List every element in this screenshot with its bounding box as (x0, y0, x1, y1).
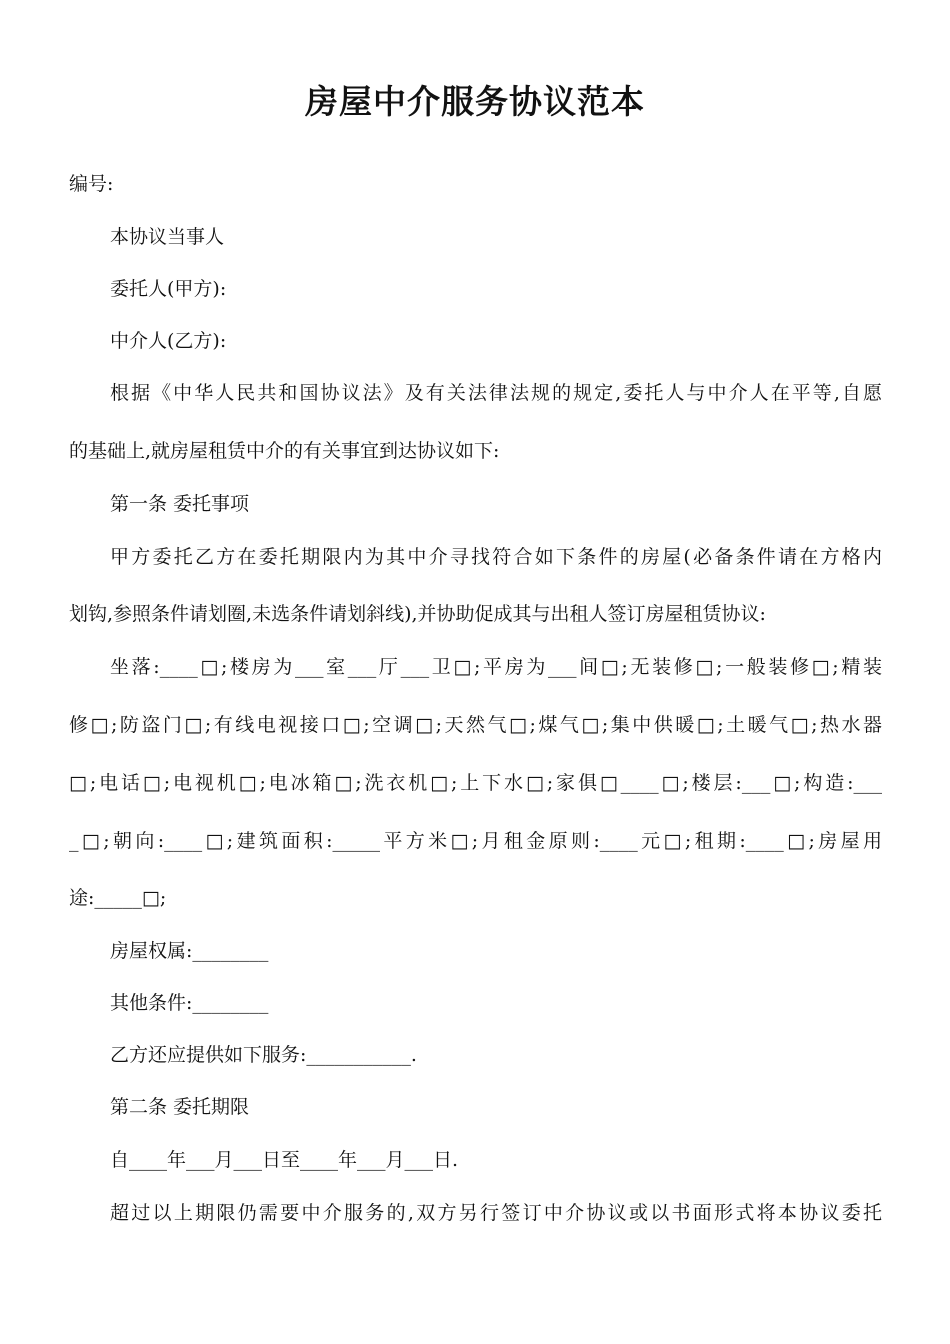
term-extension-line: 超过以上期限仍需要中介服务的,双方另行签订中介协议或以书面形式将本协议委托 (110, 1202, 882, 1224)
article-2-heading: 第二条 委托期限 (110, 1096, 250, 1118)
party-a-line: 委托人(甲方): (110, 278, 227, 300)
article-1-heading: 第一条 委托事项 (110, 493, 250, 515)
article-1-paragraph-line-1: 甲方委托乙方在委托期限内为其中介寻找符合如下条件的房屋(必备条件请在方格内 (110, 546, 882, 568)
conditions-line-1: 坐落:____□;楼房为___室___厅___卫□;平房为___间□;无装修□;一般装修□;精装 (110, 656, 882, 678)
contract-number-label: 编号: (69, 173, 114, 195)
conditions-line-4: _□;朝向:____□;建筑面积:_____平方米□;月租金原则:____元□;租期:____□;房屋用 (69, 830, 882, 852)
extra-services-line: 乙方还应提供如下服务:___________. (110, 1044, 417, 1066)
document-title: 房屋中介服务协议范本 (305, 82, 645, 121)
preamble-line-2: 的基础上,就房屋租赁中介的有关事宜到达协议如下: (69, 440, 500, 462)
preamble-line-1: 根据《中华人民共和国协议法》及有关法律法规的规定,委托人与中介人在平等,自愿 (110, 382, 882, 404)
term-period-line: 自____年___月___日至____年___月___日. (110, 1149, 459, 1171)
parties-intro: 本协议当事人 (110, 226, 225, 248)
ownership-line: 房屋权属:________ (110, 940, 269, 962)
conditions-line-3: □;电话□;电视机□;电冰箱□;洗衣机□;上下水□;家俱□____□;楼层:___□;构造:___ (69, 772, 882, 794)
other-conditions-line: 其他条件:________ (110, 992, 269, 1014)
party-b-line: 中介人(乙方): (110, 330, 227, 352)
article-1-paragraph-line-2: 划钩,参照条件请划圈,未选条件请划斜线),并协助促成其与出租人签订房屋租赁协议: (69, 603, 766, 625)
conditions-line-2: 修□;防盗门□;有线电视接口□;空调□;天然气□;煤气□;集中供暖□;土暖气□;热水器 (69, 714, 882, 736)
conditions-line-5: 途:_____□; (69, 887, 167, 909)
